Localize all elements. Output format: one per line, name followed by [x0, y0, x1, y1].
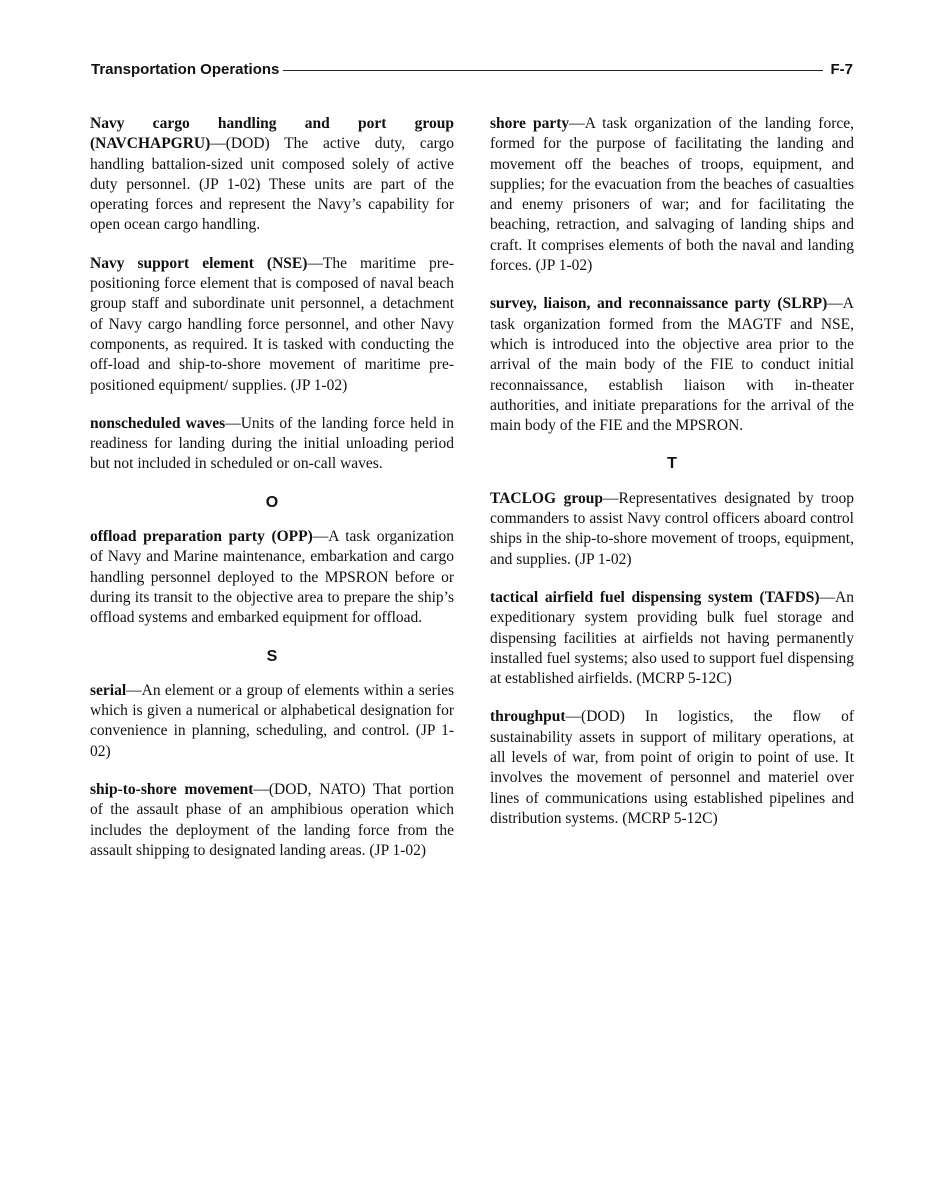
entry-definition: —A task organization of Navy and Marine maintenance, embarkation and cargo handling personnel deployed to the MPSRON before or during its transit to the objective area to prepare the ship’s offload systems and embarked equipment for offload. [90, 528, 454, 627]
entry-term: survey, liaison, and reconnaissance party (SLRP) [490, 295, 828, 313]
entry-term: tactical airfield fuel dispensing system (TAFDS) [490, 588, 820, 606]
glossary-entry-tafds [490, 588, 854, 689]
header-rule [283, 70, 822, 71]
entry-definition: —Units of the landing force held in readiness for landing during the initial unloading period but not included in scheduled or on-call waves. [90, 414, 454, 473]
entry-term: TACLOG group [490, 489, 603, 507]
section-letter-t: T [667, 455, 677, 473]
entry-term: serial [90, 681, 127, 699]
glossary-entry-nonscheduled-waves [90, 414, 454, 475]
glossary-entry-ship-to-shore [90, 780, 454, 861]
entry-term: offload preparation party (OPP) [90, 528, 313, 546]
entry-definition: —A task organization of the landing force, formed for the purpose of facilitating the landing and movement off the beaches of troops, equipment, and supplies; for the evacuation from the beaches of casualties and enemy prisoners of war; and for facilitating the beaching, retraction, and salvaging of landing ships and craft. It comprises elements of both the naval and landing forces. (JP 1-02) [490, 115, 855, 275]
page-number: F-7 [830, 60, 853, 78]
page-header [91, 58, 853, 80]
section-title: Transportation Operations [91, 60, 280, 78]
entry-definition: —The maritime pre-positioning force element that is composed of naval beach group staff and subordinate unit personnel, a detachment of Navy cargo handling force personnel, and other Navy components, as required. It is tasked with conducting the off-load and ship-to-shore movement of maritime pre-positioned equipment/ supplies. (JP 1-02) [90, 254, 454, 394]
entry-term: ship-to-shore movement [90, 781, 254, 799]
glossary-entry-shore-party [490, 114, 854, 276]
glossary-entry-navchapgru [90, 114, 454, 236]
left-column [90, 114, 454, 879]
entry-definition: —An expeditionary system providing bulk fuel storage and dispensing facilities at airfields not having permanently installed fuel systems; also used to support fuel dispensing at established airfields. (MCRP 5-12C) [490, 588, 854, 688]
entry-term: Navy cargo handling and port group (NAVCHAPGRU) [90, 115, 454, 153]
entry-term: nonscheduled waves [90, 414, 226, 432]
entry-term: Navy support element (NSE) [90, 254, 308, 272]
glossary-entry-slrp [490, 294, 854, 436]
section-letter-s: S [266, 647, 278, 665]
section-letter-o: O [265, 493, 279, 511]
glossary-entry-nse [90, 254, 454, 396]
entry-definition: —A task organization formed from the MAGTF and NSE, which is introduced into the objective area prior to the arrival of the main body of the FIE to conduct initial reconnaissance, establish liaison with in-theater authorities, and initiate preparations for the arrival of the main body of the FIE and the MPSRON. [490, 295, 854, 435]
entry-definition: —(DOD) The active duty, cargo handling battalion-sized unit composed solely of active duty personnel. (JP 1-02) These units are part of the operating forces and represent the Navy’s capability for open ocean cargo handling. [90, 135, 454, 234]
right-column [490, 114, 854, 847]
glossary-entry-serial [90, 681, 454, 762]
entry-term: throughput [490, 708, 566, 726]
glossary-entry-opp [90, 527, 454, 628]
entry-definition: —An element or a group of elements within a series which is given a numerical or alphabetical designation for convenience in planning, scheduling, and control. (JP 1-02) [90, 681, 454, 760]
glossary-entry-throughput [490, 707, 854, 829]
entry-term: shore party [490, 115, 570, 132]
entry-definition: —(DOD) In logistics, the flow of sustainability assets in support of military operations, at all levels of war, from point of origin to point of use. It involves the movement of personnel and materiel over lines of communications using established pipelines and distribution systems. (MCRP 5-12C) [490, 708, 854, 827]
entry-definition: —(DOD, NATO) That portion of the assault phase of an amphibious operation which includes the deployment of the landing force from the assault shipping to designated landing areas. (JP 1-02) [90, 781, 455, 859]
glossary-entry-taclog [490, 489, 854, 570]
entry-definition: —Representatives designated by troop commanders to assist Navy control officers aboard control ships in the ship-to-shore movement of troops, equipment, and supplies. (JP 1-02) [490, 489, 854, 568]
